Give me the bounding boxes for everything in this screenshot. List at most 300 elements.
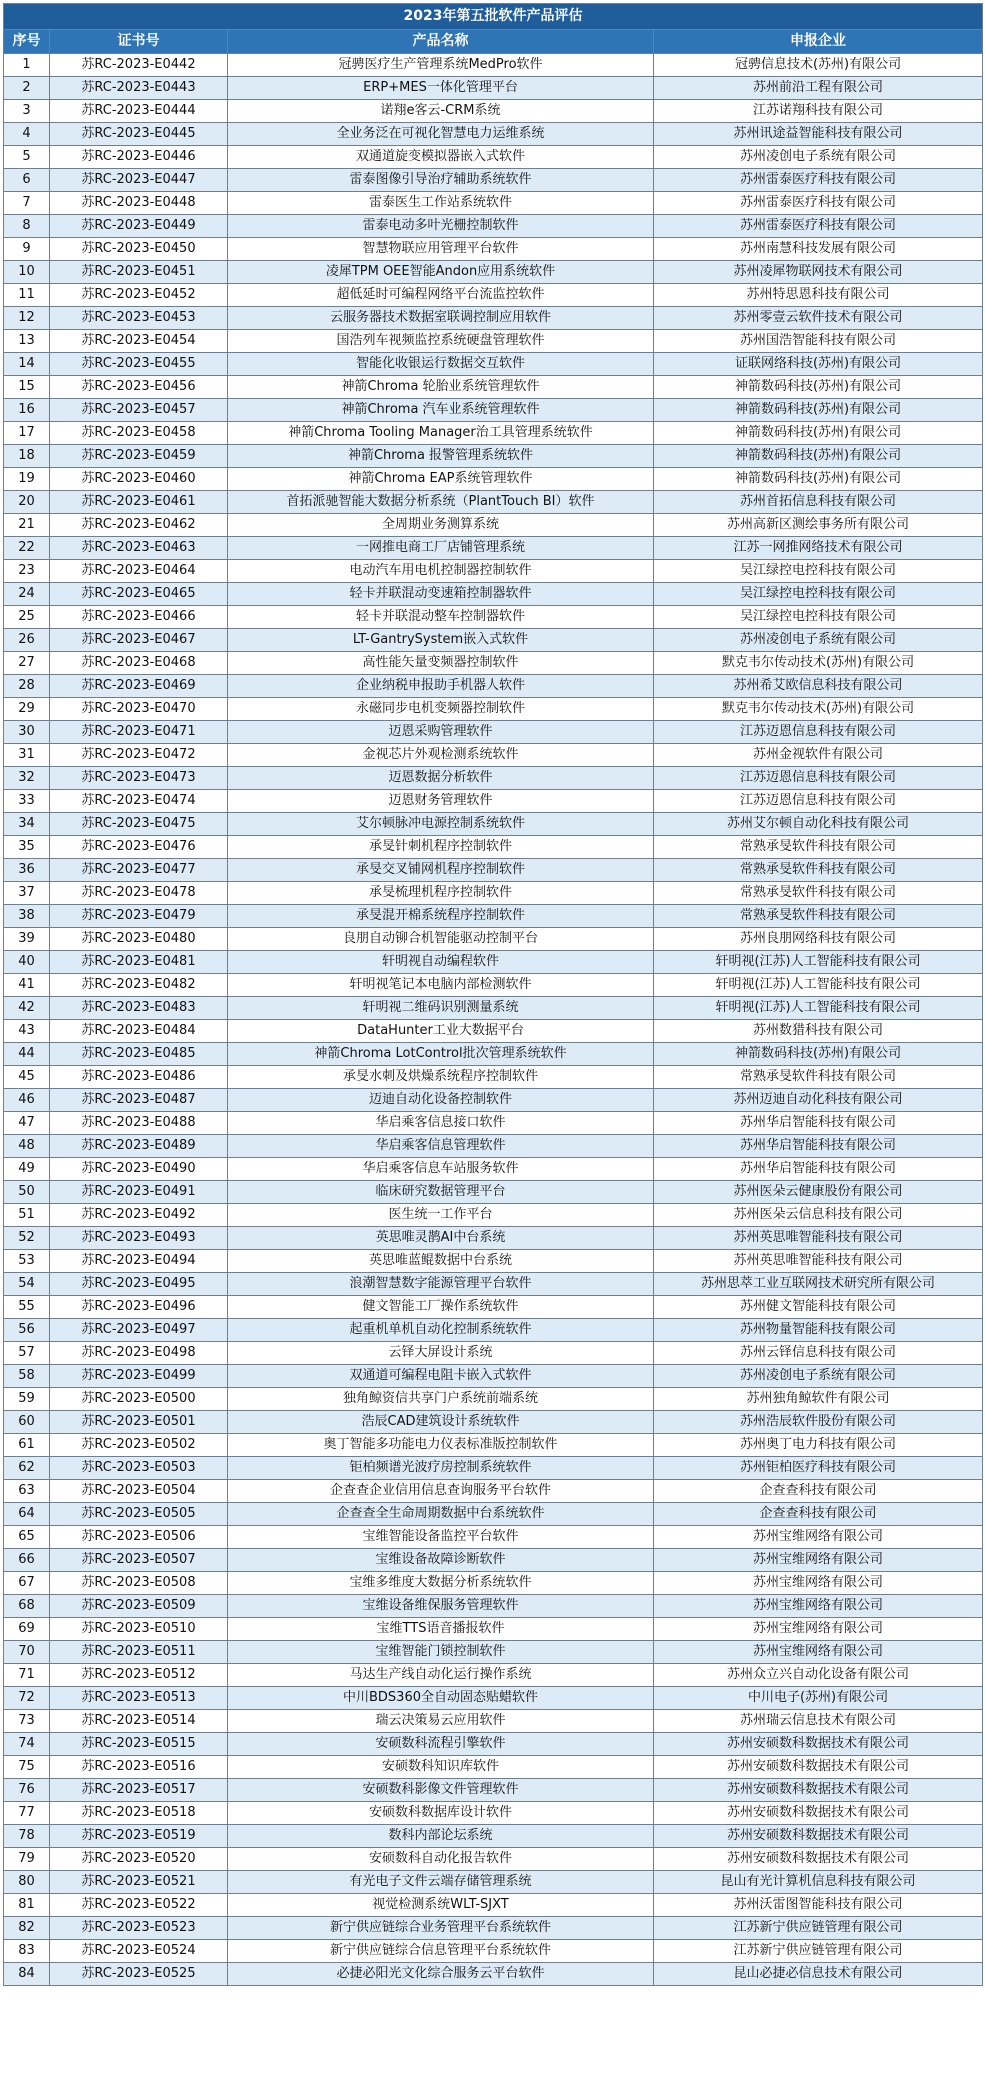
product-name: 华启乘客信息接口软件	[228, 1112, 654, 1135]
table-row	[4, 307, 983, 330]
product-name: 华启乘客信息管理软件	[228, 1135, 654, 1158]
row-number: 75	[4, 1756, 50, 1779]
table-row	[4, 744, 983, 767]
certificate-number: 苏RC-2023-E0452	[50, 284, 228, 307]
row-number: 72	[4, 1687, 50, 1710]
product-name: 宝维多维度大数据分析系统软件	[228, 1572, 654, 1595]
product-name: 起重机单机自动化控制系统软件	[228, 1319, 654, 1342]
company-name: 苏州金视软件有限公司	[654, 744, 983, 767]
row-number: 53	[4, 1250, 50, 1273]
evaluation-table	[3, 3, 983, 1986]
product-name: 轻卡并联混动整车控制器软件	[228, 606, 654, 629]
row-number: 15	[4, 376, 50, 399]
company-name: 苏州前沿工程有限公司	[654, 77, 983, 100]
company-name: 吴江绿控电控科技有限公司	[654, 606, 983, 629]
table-row	[4, 1733, 983, 1756]
table-row	[4, 1871, 983, 1894]
certificate-number: 苏RC-2023-E0491	[50, 1181, 228, 1204]
product-name: 高性能矢量变频器控制软件	[228, 652, 654, 675]
table-row	[4, 1227, 983, 1250]
company-name: 苏州安硕数科数据技术有限公司	[654, 1733, 983, 1756]
certificate-number: 苏RC-2023-E0500	[50, 1388, 228, 1411]
table-row	[4, 445, 983, 468]
product-name: 安硕数科数据库设计软件	[228, 1802, 654, 1825]
row-number: 37	[4, 882, 50, 905]
table-row	[4, 54, 983, 77]
table-row	[4, 1710, 983, 1733]
table-row	[4, 330, 983, 353]
certificate-number: 苏RC-2023-E0509	[50, 1595, 228, 1618]
table-row	[4, 882, 983, 905]
certificate-number: 苏RC-2023-E0502	[50, 1434, 228, 1457]
table-row	[4, 537, 983, 560]
row-number: 3	[4, 100, 50, 123]
table-row	[4, 192, 983, 215]
company-name: 江苏新宁供应链管理有限公司	[654, 1940, 983, 1963]
company-name: 苏州沃雷图智能科技有限公司	[654, 1894, 983, 1917]
table-row	[4, 1204, 983, 1227]
table-row	[4, 1825, 983, 1848]
table-row	[4, 675, 983, 698]
product-name: DataHunter工业大数据平台	[228, 1020, 654, 1043]
product-name: ERP+MES一体化管理平台	[228, 77, 654, 100]
table-row	[4, 399, 983, 422]
company-name: 苏州宝维网络有限公司	[654, 1572, 983, 1595]
company-name: 苏州宝维网络有限公司	[654, 1526, 983, 1549]
company-name: 苏州首拓信息科技有限公司	[654, 491, 983, 514]
row-number: 65	[4, 1526, 50, 1549]
company-name: 江苏诺翔科技有限公司	[654, 100, 983, 123]
certificate-number: 苏RC-2023-E0498	[50, 1342, 228, 1365]
company-name: 神箭数码科技(苏州)有限公司	[654, 445, 983, 468]
product-name: 浩辰CAD建筑设计系统软件	[228, 1411, 654, 1434]
table-row	[4, 790, 983, 813]
table-row	[4, 1434, 983, 1457]
row-number: 70	[4, 1641, 50, 1664]
company-name: 神箭数码科技(苏州)有限公司	[654, 422, 983, 445]
company-name: 神箭数码科技(苏州)有限公司	[654, 1043, 983, 1066]
certificate-number: 苏RC-2023-E0454	[50, 330, 228, 353]
certificate-number: 苏RC-2023-E0459	[50, 445, 228, 468]
row-number: 44	[4, 1043, 50, 1066]
table-row	[4, 1572, 983, 1595]
table-row	[4, 1342, 983, 1365]
row-number: 10	[4, 261, 50, 284]
certificate-number: 苏RC-2023-E0471	[50, 721, 228, 744]
certificate-number: 苏RC-2023-E0445	[50, 123, 228, 146]
table-header-row	[4, 30, 983, 54]
product-name: 奥丁智能多功能电力仪表标准版控制软件	[228, 1434, 654, 1457]
product-name: 新宁供应链综合信息管理平台系统软件	[228, 1940, 654, 1963]
row-number: 31	[4, 744, 50, 767]
row-number: 39	[4, 928, 50, 951]
row-number: 4	[4, 123, 50, 146]
row-number: 26	[4, 629, 50, 652]
header-no: 序号	[4, 30, 50, 54]
row-number: 14	[4, 353, 50, 376]
certificate-number: 苏RC-2023-E0490	[50, 1158, 228, 1181]
company-name: 苏州凌创电子系统有限公司	[654, 629, 983, 652]
table-row	[4, 1526, 983, 1549]
row-number: 54	[4, 1273, 50, 1296]
certificate-number: 苏RC-2023-E0521	[50, 1871, 228, 1894]
certificate-number: 苏RC-2023-E0479	[50, 905, 228, 928]
row-number: 73	[4, 1710, 50, 1733]
product-name: 视觉检测系统WLT-SJXT	[228, 1894, 654, 1917]
product-name: 临床研究数据管理平台	[228, 1181, 654, 1204]
table-row	[4, 1388, 983, 1411]
table-row	[4, 1664, 983, 1687]
certificate-number: 苏RC-2023-E0456	[50, 376, 228, 399]
product-name: 华启乘客信息车站服务软件	[228, 1158, 654, 1181]
certificate-number: 苏RC-2023-E0472	[50, 744, 228, 767]
product-name: 企查查企业信用信息查询服务平台软件	[228, 1480, 654, 1503]
product-name: 一网推电商工厂店铺管理系统	[228, 537, 654, 560]
table-row	[4, 1066, 983, 1089]
company-name: 苏州思萃工业互联网技术研究所有限公司	[654, 1273, 983, 1296]
certificate-number: 苏RC-2023-E0517	[50, 1779, 228, 1802]
product-name: 承旻梳理机程序控制软件	[228, 882, 654, 905]
table-row	[4, 422, 983, 445]
table-row	[4, 836, 983, 859]
row-number: 61	[4, 1434, 50, 1457]
product-name: 数科内部论坛系统	[228, 1825, 654, 1848]
certificate-number: 苏RC-2023-E0518	[50, 1802, 228, 1825]
product-name: 神箭Chroma LotControl批次管理系统软件	[228, 1043, 654, 1066]
company-name: 神箭数码科技(苏州)有限公司	[654, 399, 983, 422]
table-row	[4, 1687, 983, 1710]
company-name: 苏州希艾欧信息科技有限公司	[654, 675, 983, 698]
certificate-number: 苏RC-2023-E0481	[50, 951, 228, 974]
certificate-number: 苏RC-2023-E0496	[50, 1296, 228, 1319]
company-name: 苏州医朵云健康股份有限公司	[654, 1181, 983, 1204]
certificate-number: 苏RC-2023-E0468	[50, 652, 228, 675]
row-number: 36	[4, 859, 50, 882]
certificate-number: 苏RC-2023-E0487	[50, 1089, 228, 1112]
certificate-number: 苏RC-2023-E0448	[50, 192, 228, 215]
certificate-number: 苏RC-2023-E0492	[50, 1204, 228, 1227]
row-number: 41	[4, 974, 50, 997]
product-name: 艾尔顿脉冲电源控制系统软件	[228, 813, 654, 836]
company-name: 江苏迈恩信息科技有限公司	[654, 790, 983, 813]
company-name: 江苏迈恩信息科技有限公司	[654, 767, 983, 790]
company-name: 苏州特思恩科技有限公司	[654, 284, 983, 307]
company-name: 苏州良朋网络科技有限公司	[654, 928, 983, 951]
certificate-number: 苏RC-2023-E0522	[50, 1894, 228, 1917]
company-name: 中川电子(苏州)有限公司	[654, 1687, 983, 1710]
row-number: 24	[4, 583, 50, 606]
table-row	[4, 1618, 983, 1641]
company-name: 苏州云铎信息科技有限公司	[654, 1342, 983, 1365]
company-name: 轩明视(江苏)人工智能科技有限公司	[654, 974, 983, 997]
row-number: 22	[4, 537, 50, 560]
certificate-number: 苏RC-2023-E0516	[50, 1756, 228, 1779]
company-name: 轩明视(江苏)人工智能科技有限公司	[654, 951, 983, 974]
certificate-number: 苏RC-2023-E0497	[50, 1319, 228, 1342]
certificate-number: 苏RC-2023-E0476	[50, 836, 228, 859]
row-number: 42	[4, 997, 50, 1020]
certificate-number: 苏RC-2023-E0451	[50, 261, 228, 284]
company-name: 苏州宝维网络有限公司	[654, 1595, 983, 1618]
product-name: 轩明视自动编程软件	[228, 951, 654, 974]
table-row	[4, 1411, 983, 1434]
certificate-number: 苏RC-2023-E0455	[50, 353, 228, 376]
table-row	[4, 1756, 983, 1779]
certificate-number: 苏RC-2023-E0510	[50, 1618, 228, 1641]
product-name: 迈恩采购管理软件	[228, 721, 654, 744]
certificate-number: 苏RC-2023-E0519	[50, 1825, 228, 1848]
product-name: 钜柏频谱光波疗房控制系统软件	[228, 1457, 654, 1480]
evaluation-table-container	[3, 3, 982, 1986]
company-name: 默克韦尔传动技术(苏州)有限公司	[654, 652, 983, 675]
row-number: 11	[4, 284, 50, 307]
product-name: 全周期业务测算系统	[228, 514, 654, 537]
certificate-number: 苏RC-2023-E0486	[50, 1066, 228, 1089]
product-name: 轻卡并联混动变速箱控制器软件	[228, 583, 654, 606]
row-number: 50	[4, 1181, 50, 1204]
certificate-number: 苏RC-2023-E0504	[50, 1480, 228, 1503]
certificate-number: 苏RC-2023-E0473	[50, 767, 228, 790]
product-name: 健文智能工厂操作系统软件	[228, 1296, 654, 1319]
row-number: 5	[4, 146, 50, 169]
row-number: 30	[4, 721, 50, 744]
product-name: 企查查全生命周期数据中台系统软件	[228, 1503, 654, 1526]
row-number: 38	[4, 905, 50, 928]
row-number: 9	[4, 238, 50, 261]
company-name: 苏州宝维网络有限公司	[654, 1641, 983, 1664]
row-number: 27	[4, 652, 50, 675]
row-number: 79	[4, 1848, 50, 1871]
table-row	[4, 905, 983, 928]
company-name: 苏州物量智能科技有限公司	[654, 1319, 983, 1342]
company-name: 常熟承旻软件科技有限公司	[654, 859, 983, 882]
row-number: 68	[4, 1595, 50, 1618]
certificate-number: 苏RC-2023-E0444	[50, 100, 228, 123]
company-name: 企查查科技有限公司	[654, 1480, 983, 1503]
product-name: 永磁同步电机变频器控制软件	[228, 698, 654, 721]
certificate-number: 苏RC-2023-E0467	[50, 629, 228, 652]
company-name: 苏州众立兴自动化设备有限公司	[654, 1664, 983, 1687]
certificate-number: 苏RC-2023-E0453	[50, 307, 228, 330]
row-number: 6	[4, 169, 50, 192]
certificate-number: 苏RC-2023-E0466	[50, 606, 228, 629]
product-name: 安硕数科流程引擎软件	[228, 1733, 654, 1756]
row-number: 58	[4, 1365, 50, 1388]
table-row	[4, 767, 983, 790]
product-name: 神箭Chroma 汽车业系统管理软件	[228, 399, 654, 422]
row-number: 49	[4, 1158, 50, 1181]
product-name: 医生统一工作平台	[228, 1204, 654, 1227]
row-number: 16	[4, 399, 50, 422]
certificate-number: 苏RC-2023-E0525	[50, 1963, 228, 1986]
product-name: 宝维智能设备监控平台软件	[228, 1526, 654, 1549]
row-number: 74	[4, 1733, 50, 1756]
company-name: 苏州艾尔顿自动化科技有限公司	[654, 813, 983, 836]
row-number: 8	[4, 215, 50, 238]
row-number: 80	[4, 1871, 50, 1894]
table-row	[4, 1457, 983, 1480]
product-name: 国浩列车视频监控系统硬盘管理软件	[228, 330, 654, 353]
company-name: 昆山有光计算机信息科技有限公司	[654, 1871, 983, 1894]
table-row	[4, 974, 983, 997]
table-row	[4, 652, 983, 675]
product-name: 承旻交叉铺网机程序控制软件	[228, 859, 654, 882]
table-row	[4, 353, 983, 376]
table-row	[4, 859, 983, 882]
product-name: 必捷必阳光文化综合服务云平台软件	[228, 1963, 654, 1986]
table-row	[4, 146, 983, 169]
company-name: 苏州安硕数科数据技术有限公司	[654, 1802, 983, 1825]
certificate-number: 苏RC-2023-E0485	[50, 1043, 228, 1066]
company-name: 苏州零壹云软件技术有限公司	[654, 307, 983, 330]
table-title-row	[4, 4, 983, 30]
company-name: 苏州凌创电子系统有限公司	[654, 146, 983, 169]
table-row	[4, 1595, 983, 1618]
certificate-number: 苏RC-2023-E0499	[50, 1365, 228, 1388]
table-row	[4, 100, 983, 123]
company-name: 江苏新宁供应链管理有限公司	[654, 1917, 983, 1940]
row-number: 29	[4, 698, 50, 721]
product-name: 雷泰电动多叶光栅控制软件	[228, 215, 654, 238]
certificate-number: 苏RC-2023-E0508	[50, 1572, 228, 1595]
table-row	[4, 215, 983, 238]
row-number: 47	[4, 1112, 50, 1135]
row-number: 25	[4, 606, 50, 629]
table-row	[4, 491, 983, 514]
certificate-number: 苏RC-2023-E0460	[50, 468, 228, 491]
certificate-number: 苏RC-2023-E0464	[50, 560, 228, 583]
company-name: 苏州华启智能科技有限公司	[654, 1135, 983, 1158]
company-name: 常熟承旻软件科技有限公司	[654, 905, 983, 928]
table-row	[4, 1135, 983, 1158]
company-name: 苏州健文智能科技有限公司	[654, 1296, 983, 1319]
product-name: 雷泰图像引导治疗辅助系统软件	[228, 169, 654, 192]
row-number: 52	[4, 1227, 50, 1250]
row-number: 57	[4, 1342, 50, 1365]
table-row	[4, 1779, 983, 1802]
certificate-number: 苏RC-2023-E0501	[50, 1411, 228, 1434]
product-name: 宝维智能门锁控制软件	[228, 1641, 654, 1664]
table-row	[4, 1641, 983, 1664]
table-row	[4, 514, 983, 537]
row-number: 12	[4, 307, 50, 330]
certificate-number: 苏RC-2023-E0483	[50, 997, 228, 1020]
row-number: 1	[4, 54, 50, 77]
table-row	[4, 169, 983, 192]
company-name: 苏州宝维网络有限公司	[654, 1618, 983, 1641]
company-name: 江苏一网推网络技术有限公司	[654, 537, 983, 560]
product-name: 神箭Chroma Tooling Manager治工具管理系统软件	[228, 422, 654, 445]
product-name: 智慧物联应用管理平台软件	[228, 238, 654, 261]
row-number: 67	[4, 1572, 50, 1595]
certificate-number: 苏RC-2023-E0474	[50, 790, 228, 813]
company-name: 轩明视(江苏)人工智能科技有限公司	[654, 997, 983, 1020]
product-name: 金视芯片外观检测系统软件	[228, 744, 654, 767]
company-name: 苏州讯途益智能科技有限公司	[654, 123, 983, 146]
row-number: 60	[4, 1411, 50, 1434]
table-row	[4, 284, 983, 307]
header-company: 申报企业	[654, 30, 983, 54]
company-name: 苏州安硕数科数据技术有限公司	[654, 1848, 983, 1871]
product-name: 承旻混开棉系统程序控制软件	[228, 905, 654, 928]
row-number: 82	[4, 1917, 50, 1940]
company-name: 苏州医朵云信息科技有限公司	[654, 1204, 983, 1227]
certificate-number: 苏RC-2023-E0446	[50, 146, 228, 169]
row-number: 51	[4, 1204, 50, 1227]
certificate-number: 苏RC-2023-E0449	[50, 215, 228, 238]
company-name: 冠骋信息技术(苏州)有限公司	[654, 54, 983, 77]
certificate-number: 苏RC-2023-E0507	[50, 1549, 228, 1572]
product-name: 神箭Chroma 轮胎业系统管理软件	[228, 376, 654, 399]
product-name: 马达生产线自动化运行操作系统	[228, 1664, 654, 1687]
table-row	[4, 238, 983, 261]
table-row	[4, 1365, 983, 1388]
company-name: 神箭数码科技(苏州)有限公司	[654, 376, 983, 399]
table-body	[4, 54, 983, 1986]
certificate-number: 苏RC-2023-E0523	[50, 1917, 228, 1940]
company-name: 苏州奥丁电力科技有限公司	[654, 1434, 983, 1457]
certificate-number: 苏RC-2023-E0512	[50, 1664, 228, 1687]
certificate-number: 苏RC-2023-E0461	[50, 491, 228, 514]
table-row	[4, 1181, 983, 1204]
table-row	[4, 951, 983, 974]
table-row	[4, 606, 983, 629]
row-number: 69	[4, 1618, 50, 1641]
certificate-number: 苏RC-2023-E0442	[50, 54, 228, 77]
certificate-number: 苏RC-2023-E0511	[50, 1641, 228, 1664]
company-name: 常熟承旻软件科技有限公司	[654, 1066, 983, 1089]
header-product: 产品名称	[228, 30, 654, 54]
product-name: 英思唯灵鹊AI中台系统	[228, 1227, 654, 1250]
row-number: 78	[4, 1825, 50, 1848]
product-name: 神箭Chroma EAP系统管理软件	[228, 468, 654, 491]
company-name: 苏州雷泰医疗科技有限公司	[654, 215, 983, 238]
table-row	[4, 629, 983, 652]
company-name: 苏州凌创电子系统有限公司	[654, 1365, 983, 1388]
row-number: 13	[4, 330, 50, 353]
product-name: 瑞云决策易云应用软件	[228, 1710, 654, 1733]
product-name: 良朋自动铆合机智能驱动控制平台	[228, 928, 654, 951]
row-number: 19	[4, 468, 50, 491]
product-name: 雷泰医生工作站系统软件	[228, 192, 654, 215]
row-number: 66	[4, 1549, 50, 1572]
certificate-number: 苏RC-2023-E0495	[50, 1273, 228, 1296]
product-name: 迈迪自动化设备控制软件	[228, 1089, 654, 1112]
row-number: 76	[4, 1779, 50, 1802]
product-name: 浪潮智慧数字能源管理平台软件	[228, 1273, 654, 1296]
certificate-number: 苏RC-2023-E0477	[50, 859, 228, 882]
product-name: 双通道旋变模拟器嵌入式软件	[228, 146, 654, 169]
company-name: 苏州国浩智能科技有限公司	[654, 330, 983, 353]
table-row	[4, 1480, 983, 1503]
certificate-number: 苏RC-2023-E0503	[50, 1457, 228, 1480]
row-number: 56	[4, 1319, 50, 1342]
product-name: 双通道可编程电阻卡嵌入式软件	[228, 1365, 654, 1388]
table-row	[4, 376, 983, 399]
product-name: 神箭Chroma 报警管理系统软件	[228, 445, 654, 468]
product-name: 有光电子文件云端存储管理系统	[228, 1871, 654, 1894]
product-name: 凌犀TPM OEE智能Andon应用系统软件	[228, 261, 654, 284]
product-name: 轩明视笔记本电脑内部检测软件	[228, 974, 654, 997]
product-name: 云铎大屏设计系统	[228, 1342, 654, 1365]
company-name: 吴江绿控电控科技有限公司	[654, 560, 983, 583]
table-row	[4, 1549, 983, 1572]
table-row	[4, 1917, 983, 1940]
product-name: 诺翔e客云-CRM系统	[228, 100, 654, 123]
table-row	[4, 1848, 983, 1871]
certificate-number: 苏RC-2023-E0450	[50, 238, 228, 261]
certificate-number: 苏RC-2023-E0514	[50, 1710, 228, 1733]
